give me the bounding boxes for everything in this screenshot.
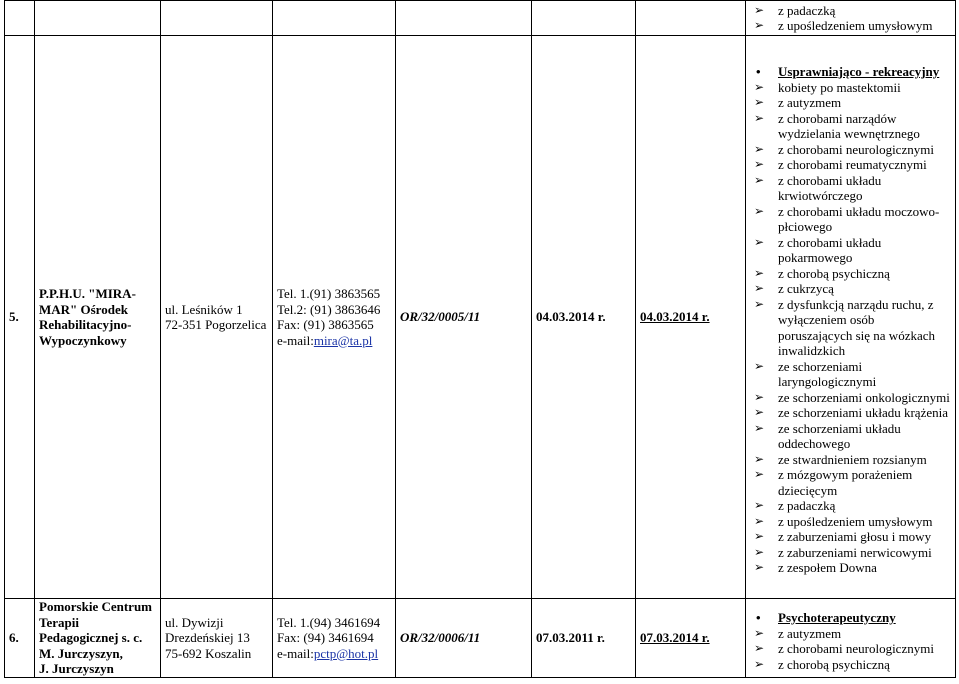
facility-address: [161, 36, 273, 599]
profile-title: • Psychoterapeutyczny: [750, 610, 951, 626]
facility-name-line: Pomorskie Centrum Terapii Pedagogicznej s. c.: [39, 599, 153, 646]
email-prefix: e-mail:: [277, 332, 314, 348]
fax: Fax: (91) 3863565: [277, 317, 374, 332]
profile-item: ➢ z chorobami reumatycznymi: [750, 157, 951, 173]
profile-item: ➢ z chorobą psychiczną: [750, 266, 951, 282]
profile-list: [750, 626, 951, 673]
facility-contact: [273, 36, 396, 599]
profile-item: ➢ kobiety po mastektomii: [750, 80, 951, 96]
date-entry: 07.03.2011 r.: [532, 599, 636, 678]
phone-2: Tel.2: (91) 3863646: [277, 301, 381, 317]
phone-1: Tel. 1.(91) 3863565: [277, 286, 381, 301]
date-cell: [532, 1, 636, 36]
facility-name: [35, 599, 161, 678]
date-valid: 07.03.2014 r.: [636, 599, 746, 678]
registration-number: OR/32/0006/11: [396, 599, 532, 678]
phone-1: Tel. 1.(94) 3461694: [277, 614, 381, 630]
profile-item: ➢ z chorobami układu krwiotwórczego: [750, 173, 951, 204]
email-link[interactable]: mira@ta.pl: [313, 332, 373, 348]
profile-item: ➢ ze stwardnieniem rozsianym: [750, 452, 951, 468]
profile-item: ➢ z zaburzeniami głosu i mowy: [750, 529, 951, 545]
table-row: [5, 599, 956, 678]
name-cell: [35, 1, 161, 36]
profile-title: • Usprawniająco - rekreacyjny: [750, 64, 951, 80]
address-city: 75-692 Koszalin: [165, 645, 252, 661]
profile-item: ➢ z autyzmem: [750, 626, 951, 642]
profile-item: ➢ z upośledzeniem umysłowym: [750, 18, 951, 34]
profile-item: ➢ z chorobami neurologicznymi: [750, 142, 951, 158]
date-entry: 04.03.2014 r.: [532, 36, 636, 599]
reg-no-cell: [396, 1, 532, 36]
registry-table: [4, 0, 956, 678]
num-cell: [5, 1, 35, 36]
fax: Fax: (94) 3461694: [277, 630, 374, 646]
profile-item: ➢ z chorobami neurologicznymi: [750, 641, 951, 657]
address-cell: [161, 1, 273, 36]
profile-item: ➢ ze schorzeniami układu krążenia: [750, 405, 951, 421]
date-valid: 04.03.2014 r.: [636, 36, 746, 599]
profile-item: ➢ z padaczką: [750, 498, 951, 514]
profile-item: ➢ z zespołem Downa: [750, 560, 951, 576]
profile-item: ➢ z padaczką: [750, 3, 951, 19]
profile-item: ➢ z chorobą psychiczną: [750, 657, 951, 673]
profile-item: ➢ z autyzmem: [750, 95, 951, 111]
contact-cell: [273, 1, 396, 36]
row-number: 5.: [5, 36, 35, 599]
profile-item: ➢ ze schorzeniami układu oddechowego: [750, 421, 951, 452]
row-number: 6.: [5, 599, 35, 678]
address-street: ul. Leśników 1: [165, 301, 243, 317]
profile-list: [750, 3, 951, 34]
profile-item: ➢ z dysfunkcją narządu ruchu, z wyłączeniem osób poruszających się na wózkach inwalidzkich: [750, 297, 951, 359]
table-row: [5, 36, 956, 599]
profile-item: ➢ z chorobami układu pokarmowego: [750, 235, 951, 266]
table-row-continued: [5, 1, 956, 36]
registration-number: OR/32/0005/11: [396, 36, 532, 599]
email-line: [277, 333, 391, 349]
profile-item: ➢ z chorobami narządów wydzielania wewnętrznego: [750, 111, 951, 142]
profile-list: [750, 80, 951, 576]
facility-address: [161, 599, 273, 678]
profile-cell: [746, 599, 956, 678]
profile-item: ➢ ze schorzeniami onkologicznymi: [750, 390, 951, 406]
profile-item: ➢ z cukrzycą: [750, 281, 951, 297]
address-city: 72-351 Pogorzelica: [165, 317, 267, 332]
profile-item: ➢ z mózgowym porażeniem dziecięcym: [750, 467, 951, 498]
profile-item: ➢ z chorobami układu moczowo-płciowego: [750, 204, 951, 235]
profile-cell: [746, 36, 956, 599]
profile-cell: [746, 1, 956, 36]
profile-item: ➢ z upośledzeniem umysłowym: [750, 514, 951, 530]
facility-name: P.P.H.U. "MIRA-MAR" Ośrodek Rehabilitacyjno-Wypoczynkowy: [35, 36, 161, 599]
facility-owner: M. Jurczyszyn,: [39, 645, 123, 661]
address-street: ul. Dywizji Drezdeńskiej 13: [165, 614, 250, 646]
email-line: [277, 646, 391, 662]
email-link[interactable]: pctp@hot.pl: [313, 645, 379, 661]
facility-owner: J. Jurczyszyn: [39, 661, 114, 677]
profile-item: ➢ z zaburzeniami nerwicowymi: [750, 545, 951, 561]
facility-contact: [273, 599, 396, 678]
profile-item: ➢ ze schorzeniami laryngologicznymi: [750, 359, 951, 390]
email-prefix: e-mail:: [277, 645, 314, 661]
date-cell: [636, 1, 746, 36]
